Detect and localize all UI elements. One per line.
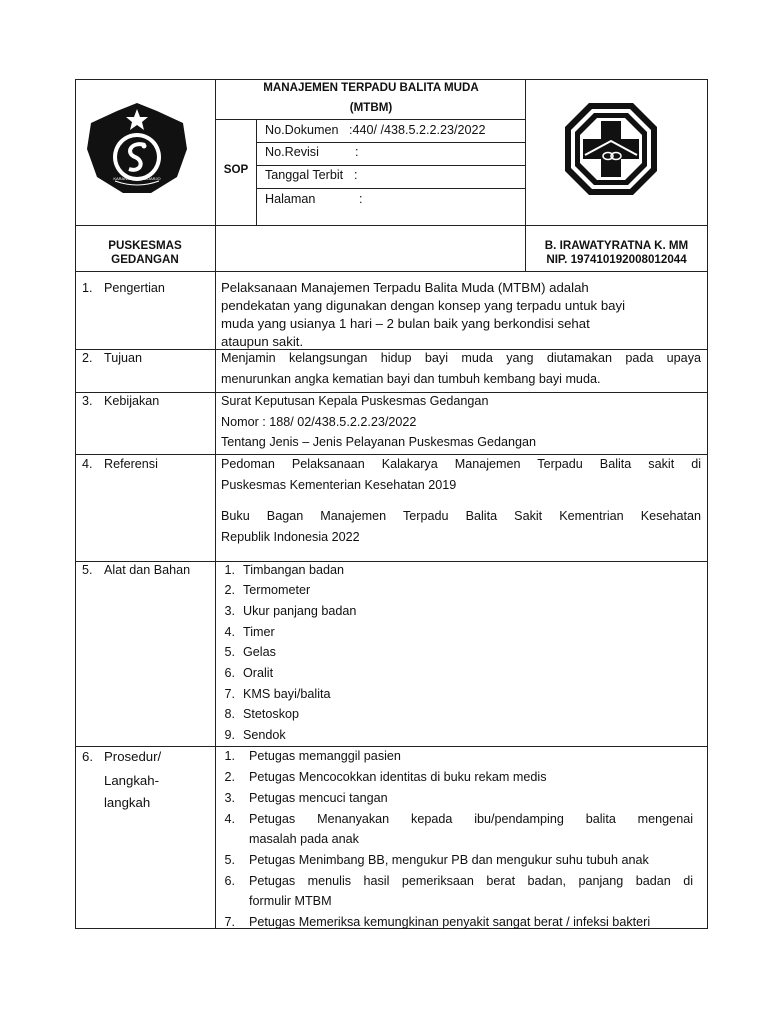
pengertian-line-4: ataupun sakit. bbox=[221, 334, 304, 349]
section-tujuan-num: 2. bbox=[82, 351, 93, 365]
section-alat-label: Alat dan Bahan bbox=[104, 563, 191, 577]
field-line-3 bbox=[256, 188, 526, 189]
border-right bbox=[707, 79, 708, 929]
body-divider bbox=[215, 271, 216, 929]
signer-name: B. IRAWATYRATNA K. MM bbox=[544, 239, 689, 252]
pengertian-line-2: pendekatan yang digunakan dengan konsep yang terpadu untuk bayi bbox=[221, 298, 626, 313]
field-no-revisi-value: : bbox=[355, 145, 359, 159]
pengertian-line-3: muda yang usianya 1 hari – 2 bulan baik yang berkondisi sehat bbox=[221, 316, 590, 331]
doc-title-line1: MANAJEMEN TERPADU BALITA MUDA bbox=[263, 81, 479, 94]
section-referensi-num: 4. bbox=[82, 457, 93, 471]
tujuan-line-1: Menjamin kelangsungan hidup bayi muda yang diutamakan pada upaya bbox=[221, 351, 701, 365]
section-prosedur-label-1: Prosedur/ bbox=[104, 749, 162, 764]
sop-label: SOP bbox=[223, 163, 249, 176]
section-prosedur-label-3: langkah bbox=[104, 795, 151, 810]
sop-divider bbox=[256, 119, 257, 225]
org-name-line2: GEDANGAN bbox=[111, 253, 179, 266]
referensi-line-1: Pedoman Pelaksanaan Kalakarya Manajemen Terpadu Balita sakit di bbox=[221, 457, 701, 471]
section-prosedur-label-2: Langkah- bbox=[104, 773, 159, 788]
pengertian-line-1: Pelaksanaan Manajemen Terpadu Balita Muda (MTBM) adalah bbox=[221, 280, 589, 295]
field-halaman-value: : bbox=[359, 192, 363, 206]
field-tanggal-terbit-label: Tanggal Terbit bbox=[265, 168, 344, 182]
field-no-dokumen-value: :440/ /438.5.2.2.23/2022 bbox=[349, 123, 486, 137]
row-line-5 bbox=[75, 746, 708, 747]
referensi-line-3: Buku Bagan Manajemen Terpadu Balita Sakit Kementrian Kesehatan bbox=[221, 509, 701, 523]
field-halaman-label: Halaman bbox=[265, 192, 316, 206]
field-line-2 bbox=[256, 165, 526, 166]
signer-nip: NIP. 197410192008012044 bbox=[546, 253, 687, 266]
org-name-line1: PUSKESMAS bbox=[108, 239, 182, 252]
section-pengertian-num: 1. bbox=[82, 281, 93, 295]
referensi-line-4: Republik Indonesia 2022 bbox=[221, 530, 360, 544]
border-left bbox=[75, 79, 76, 929]
puskesmas-logo-icon bbox=[563, 101, 659, 197]
field-line-1 bbox=[256, 142, 526, 143]
sop-document: KARANGMEN SIDOARJO MANAJEMEN TERPADU BALITA MUDA (MTBM) SOP No.Dokumen :440/ /438.5.2.2.23/2022 No.Revisi : Tanggal Terbit : Halaman : PUSKESMAS GEDANGAN B. IRAWATYRATNA K. MM NIP. 197410192008012044 1. Pengertian Pelaksanaan Manajemen Terpadu Balita Muda (MTBM) adalah pendekatan yang digunakan dengan konsep yang terpadu untuk bayi muda yang usianya 1 hari – 2 bulan baik yang berkondisi sehat ataupun sakit. 2. Tujuan Menjamin kelangsungan hidup bayi muda yang diutamakan pada upaya menurunkan angka kematian bayi dan tumbuh kembang bayi muda. 3. Kebijakan Surat Keputusan Kepala Puskesmas Gedangan Nomor : 188/ 02/438.5.2.2.23/2022 Tentang Jenis – Jenis Pelayanan Puskesmas Gedangan 4. Referensi Pedoman Pelaksanaan Kalakarya Manajemen Terpadu Balita sakit di Puskesmas Kementerian Kesehatan 2019 Buku Bagan Manajemen Terpadu Balita Sakit Kementrian Kesehatan Republik Indonesia 2022 5. Alat dan Bahan 1. Timbangan badan 2. Termometer 3. Ukur panjang badan 4. Timer 5. Gelas 6. Oralit 7. KMS bayi/balita 8. Stetoskop 9. Sendok 6. Prosedur/ Langkah- langkah 1. Petugas memanggil pasien 2. Petugas Mencocokkan identitas di buku rekam medis 3. Petugas mencuci tangan 4. Petugas Menanyakan kepada ibu/pendamping balita mengenai masalah pada anak 5. Petugas Menimbang BB, mengukur PB dan mengukur suhu tubuh anak 6. Petugas menulis hasil pemeriksaan berat badan, panjang badan di formulir MTBM 7. Petugas Memeriksa kemungkinan penyakit sangat berat / infeksi bakteri bbox=[75, 79, 708, 929]
kebijakan-line-1: Surat Keputusan Kepala Puskesmas Gedangan bbox=[221, 394, 489, 408]
section-tujuan-label: Tujuan bbox=[104, 351, 143, 365]
field-tanggal-terbit-value: : bbox=[354, 168, 358, 182]
row-line-3 bbox=[75, 454, 708, 455]
section-prosedur-num: 6. bbox=[82, 749, 93, 764]
emblem-caption: KARANGMEN SIDOARJO bbox=[113, 176, 161, 181]
kebijakan-line-2: Nomor : 188/ 02/438.5.2.2.23/2022 bbox=[221, 415, 417, 429]
section-kebijakan-label: Kebijakan bbox=[104, 394, 160, 408]
section-alat-num: 5. bbox=[82, 563, 93, 577]
header-row-line bbox=[75, 225, 708, 226]
section-kebijakan-num: 3. bbox=[82, 394, 93, 408]
tujuan-line-2: menurunkan angka kematian bayi dan tumbuh kembang bayi muda. bbox=[221, 372, 601, 386]
field-no-revisi-label: No.Revisi bbox=[265, 145, 319, 159]
referensi-line-2: Puskesmas Kementerian Kesehatan 2019 bbox=[221, 478, 457, 492]
section-referensi-label: Referensi bbox=[104, 457, 158, 471]
title-underline bbox=[215, 119, 526, 120]
kebijakan-line-3: Tentang Jenis – Jenis Pelayanan Puskesmas Gedangan bbox=[221, 435, 537, 449]
header-bottom-line bbox=[75, 271, 708, 272]
section-pengertian-label: Pengertian bbox=[104, 281, 165, 295]
doc-title-line2: (MTBM) bbox=[349, 101, 393, 114]
field-no-dokumen-label: No.Dokumen bbox=[265, 123, 339, 137]
